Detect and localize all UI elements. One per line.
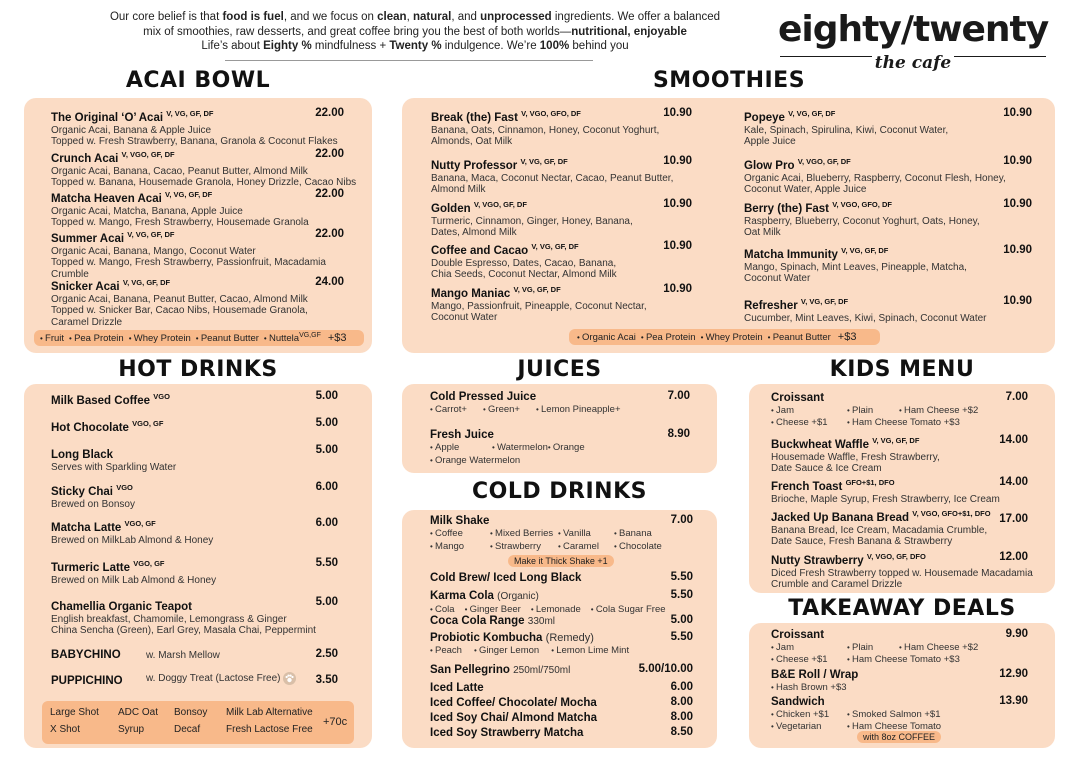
juice-price-fresh: 8.90 bbox=[667, 428, 690, 440]
smoothie-item: Glow Pro $^{V, VGO, GF, DF}$ Organic Acai, Blueberry, Raspberry, Coconut Flesh, Honey, Coconut Water, Apple Juice bbox=[744, 157, 1006, 196]
smoothie-addon-item: • Organic Acai bbox=[577, 332, 636, 343]
smoothie-price: 10.90 bbox=[663, 283, 692, 295]
kids-price-french-toast: 14.00 bbox=[999, 476, 1028, 488]
heading-juices: JUICES bbox=[517, 357, 602, 382]
smoothie-item: Matcha Immunity $^{V, VG, GF, DF}$ Mango, Spinach, Mint Leaves, Pineapple, Matcha, Coconut Water bbox=[744, 246, 967, 285]
acai-price: 24.00 bbox=[315, 276, 344, 288]
thick-shake-badge: Make it Thick Shake +1 bbox=[508, 555, 614, 567]
takeaway-item-sandwich: Sandwich • Chicken +$1 • Smoked Salmon +$1 • Vegetarian • Ham Cheese Tomato bbox=[771, 695, 991, 732]
cold-drink-item: Iced Coffee/ Chocolate/ Mocha bbox=[430, 697, 597, 709]
smoothie-item: Berry (the) Fast $^{V, VGO, GFO, DF}$ Raspberry, Blueberry, Coconut Yoghurt, Oats, Honey, Oat Milk bbox=[744, 200, 980, 239]
smoothie-addon-price: +$3 bbox=[837, 331, 857, 343]
acai-price: 22.00 bbox=[315, 148, 344, 160]
smoothie-price: 10.90 bbox=[663, 198, 692, 210]
heading-hot-drinks: HOT DRINKS bbox=[118, 357, 278, 382]
logo-rule-left bbox=[780, 56, 872, 57]
cold-item-kombucha: Probiotic Kombucha (Remedy) • Peach • Ginger Lemon • Lemon Lime Mint bbox=[430, 631, 629, 657]
hot-addons-strip bbox=[42, 701, 354, 744]
smoothie-addon-item: • Pea Protein bbox=[641, 332, 696, 343]
cold-drink-item: Iced Soy Chai/ Almond Matcha bbox=[430, 712, 597, 724]
hot-addon-item: X Shot bbox=[50, 724, 81, 735]
hot-drink-price: 6.00 bbox=[315, 517, 338, 529]
cold-price-milkshake: 7.00 bbox=[670, 514, 693, 526]
smoothie-item: Nutty Professor $^{V, VG, GF, DF}$ Banana, Maca, Coconut Nectar, Cacao, Peanut Butter, Almond Milk bbox=[431, 157, 674, 196]
cold-item-milkshake: Milk Shake • Coffee • Mixed Berries • Vanilla • Banana • Mango • Strawberry • Caramel • Chocolate bbox=[430, 514, 670, 552]
acai-addons-strip bbox=[34, 330, 364, 346]
cold-item-coldbrew: Cold Brew/ Iced Long Black bbox=[430, 572, 582, 584]
hot-drink-price: 5.00 bbox=[315, 417, 338, 429]
hot-drink-item: Turmeric Latte $^{VGO, GF}$ Brewed on Milk Lab Almond & Honey bbox=[51, 559, 217, 586]
hot-drink-price: 6.00 bbox=[315, 481, 338, 493]
hot-addon-item: Milk Lab Alternative bbox=[226, 707, 313, 718]
takeaway-price-croissant: 9.90 bbox=[1005, 628, 1028, 640]
hot-addon-item: Bonsoy bbox=[174, 707, 208, 718]
cold-item-coca-cola: Coca Cola Range 330ml bbox=[430, 615, 556, 627]
smoothie-item: Break (the) Fast $^{V, VGO, GFO, DF}$ Banana, Oats, Cinnamon, Honey, Coconut Yoghurt, Almonds, Oat Milk bbox=[431, 109, 660, 148]
hot-addon-item: Large Shot bbox=[50, 707, 99, 718]
smoothie-price: 10.90 bbox=[1003, 155, 1032, 167]
cold-price-coca-cola: 5.00 bbox=[670, 614, 693, 626]
cold-drink-item: Iced Soy Strawberry Matcha bbox=[430, 727, 584, 739]
kids-item-nutty-strawberry: Nutty Strawberry $^{V, VGO, GF, DFO}$ Diced Fresh Strawberry topped w. Housemade Macadamia Crumble and Caramel Drizzle bbox=[771, 552, 1033, 591]
heading-takeaway-deals: TAKEAWAY DEALS bbox=[788, 596, 1016, 621]
coffee-deal-badge: with 8oz COFFEE bbox=[857, 731, 941, 743]
heading-kids-menu: KIDS MENU bbox=[829, 357, 975, 382]
smoothie-addon-item: • Whey Protein bbox=[701, 332, 763, 343]
hot-addon-item: Syrup bbox=[118, 724, 145, 735]
kids-price-nutty-strawberry: 12.00 bbox=[999, 551, 1028, 563]
acai-item: The Original ‘O’ Acai $^{V, VG, GF, DF}$ Organic Acai, Banana & Apple Juice Topped w. Fresh Strawberry, Banana, Granola & Coconut Flakes bbox=[51, 109, 338, 148]
cold-drink-item: Iced Latte bbox=[430, 682, 484, 694]
hot-drink-item: Matcha Latte $^{VGO, GF}$ Brewed on MilkLab Almond & Honey bbox=[51, 519, 214, 546]
babychino-price: 2.50 bbox=[315, 648, 338, 660]
smoothie-price: 10.90 bbox=[663, 107, 692, 119]
logo-wordmark: eighty/twenty bbox=[778, 9, 1049, 50]
smoothie-price: 10.90 bbox=[1003, 198, 1032, 210]
hot-addon-item: Decaf bbox=[174, 724, 201, 735]
cold-drink-price: 6.00 bbox=[670, 681, 693, 693]
smoothie-item: Popeye $^{V, VG, GF, DF}$ Kale, Spinach, Spirulina, Kiwi, Coconut Water, Apple Juice bbox=[744, 109, 949, 148]
cold-drink-price: 8.00 bbox=[670, 711, 693, 723]
juice-item-fresh: Fresh Juice • Apple • Watermelon • Orange • Orange Watermelon bbox=[430, 428, 630, 466]
cold-price-karma-cola: 5.50 bbox=[670, 589, 693, 601]
juice-item-cold-pressed: Cold Pressed Juice • Carrot+ • Green+ • Lemon Pineapple+ bbox=[430, 390, 621, 416]
kids-price-banana-bread: 17.00 bbox=[999, 513, 1028, 525]
hot-drink-item: Milk Based Coffee $^{VGO}$ bbox=[51, 392, 170, 407]
smoothie-price: 10.90 bbox=[663, 240, 692, 252]
intro-divider bbox=[225, 60, 593, 61]
smoothie-item: Refresher $^{V, VG, GF, DF}$ Cucumber, Mint Leaves, Kiwi, Spinach, Coconut Water bbox=[744, 297, 987, 324]
kids-price-croissant: 7.00 bbox=[1005, 391, 1028, 403]
acai-addon-item: • Fruit bbox=[40, 333, 64, 344]
heading-acai-bowl: ACAI BOWL bbox=[125, 68, 271, 93]
hot-drink-price: 5.00 bbox=[315, 390, 338, 402]
kids-item-waffle: Buckwheat Waffle $^{V, VG, GF, DF}$ Housemade Waffle, Fresh Strawberry, Date Sauce & Ice Cream bbox=[771, 436, 940, 475]
hot-drink-item: Chamellia Organic Teapot English breakfast, Chamomile, Lemongrass & Ginger China Sencha (Green), Earl Grey, Masala Chai, Peppermint bbox=[51, 600, 316, 637]
smoothie-price: 10.90 bbox=[663, 155, 692, 167]
acai-item: Crunch Acai $^{V, VGO, GF, DF}$ Organic Acai, Banana, Cacao, Peanut Butter, Almond Milk Topped w. Banana, Housemade Granola, Honey Drizzle, Cacao Nibs bbox=[51, 150, 357, 189]
smoothie-item: Golden $^{V, VGO, GF, DF}$ Turmeric, Cinnamon, Ginger, Honey, Banana, Dates, Almond Milk bbox=[431, 200, 633, 239]
takeaway-item-bne-roll: B&E Roll / Wrap • Hash Brown +$3 bbox=[771, 668, 858, 694]
puppichino-item: PUPPICHINO bbox=[51, 675, 123, 687]
hot-addon-price: +70c bbox=[323, 716, 348, 728]
acai-addon-price: +$3 bbox=[327, 332, 347, 344]
kids-item-french-toast: French Toast $^{GFO+\$1, DFO}$ Brioche, Maple Syrup, Fresh Strawberry, Ice Cream bbox=[771, 478, 1000, 505]
acai-price: 22.00 bbox=[315, 228, 344, 240]
cold-price-coldbrew: 5.50 bbox=[670, 571, 693, 583]
hot-drink-item: Sticky Chai $^{VGO}$ Brewed on Bonsoy bbox=[51, 483, 135, 510]
smoothie-addons-strip bbox=[569, 329, 880, 345]
hot-drink-price: 5.00 bbox=[315, 444, 338, 456]
acai-item: Matcha Heaven Acai $^{V, VG, GF, DF}$ Organic Acai, Matcha, Banana, Apple Juice Topped w. Mango, Fresh Strawberry, Housemade Granola bbox=[51, 190, 309, 229]
kids-item-croissant: Croissant • Jam • Plain • Ham Cheese +$2 • Cheese +$1 • Ham Cheese Tomato +$3 bbox=[771, 391, 991, 428]
takeaway-price-sandwich: 13.90 bbox=[999, 695, 1028, 707]
acai-item: Snicker Acai $^{V, VG, GF, DF}$ Organic Acai, Banana, Peanut Butter, Cacao, Almond Milk Topped w. Snicker Bar, Cacao Nibs, Housemade Granola, Caramel Drizzle bbox=[51, 278, 308, 328]
acai-price: 22.00 bbox=[315, 107, 344, 119]
cold-drink-price: 8.00 bbox=[670, 696, 693, 708]
smoothie-addon-item: • Peanut Butter bbox=[768, 332, 831, 343]
puppichino-note: w. Doggy Treat (Lactose Free) bbox=[146, 672, 296, 685]
smoothie-item: Mango Maniac $^{V, VG, GF, DF}$ Mango, Passionfruit, Pineapple, Coconut Nectar, Coconut Water bbox=[431, 285, 647, 324]
acai-addon-item: • Nuttela$^{VG,GF}$ bbox=[264, 332, 321, 344]
hot-addon-item: Fresh Lactose Free bbox=[226, 724, 313, 735]
heading-cold-drinks: COLD DRINKS bbox=[472, 479, 647, 504]
hot-drink-price: 5.50 bbox=[315, 557, 338, 569]
intro-text: Our core belief is that food is fuel, and we focus on clean, natural, and unprocessed ingredients. We offer a balanced mix of smoothies, raw desserts, and great coffee bring you the best of both worlds—nutritional, enjoyable Life’s about Eighty % mindfulness + Twenty % indulgence. We’re 100% behind you bbox=[109, 11, 721, 52]
takeaway-item-croissant: Croissant • Jam • Plain • Ham Cheese +$2 • Cheese +$1 • Ham Cheese Tomato +$3 bbox=[771, 628, 991, 665]
logo-rule-right bbox=[954, 56, 1046, 57]
takeaway-price-bne-roll: 12.90 bbox=[999, 668, 1028, 680]
smoothie-item: Coffee and Cacao $^{V, VG, GF, DF}$ Double Espresso, Dates, Cacao, Banana, Chia Seeds, Coconut Nectar, Almond Milk bbox=[431, 242, 617, 281]
cold-item-karma-cola: Karma Cola (Organic) • Cola • Ginger Beer • Lemonade • Cola Sugar Free bbox=[430, 589, 666, 616]
smoothie-price: 10.90 bbox=[1003, 295, 1032, 307]
acai-addon-item: • Pea Protein bbox=[69, 333, 124, 344]
kids-price-waffle: 14.00 bbox=[999, 434, 1028, 446]
babychino-note: w. Marsh Mellow bbox=[146, 650, 220, 661]
cold-price-kombucha: 5.50 bbox=[670, 631, 693, 643]
smoothie-price: 10.90 bbox=[1003, 107, 1032, 119]
heading-smoothies: SMOOTHIES bbox=[652, 68, 806, 93]
babychino-item: BABYCHINO bbox=[51, 649, 121, 661]
acai-item: Summer Acai $^{V, VG, GF, DF}$ Organic Acai, Banana, Mango, Coconut Water Topped w. Mango, Fresh Strawberry, Passionfruit, Macadamia Crumble bbox=[51, 230, 326, 280]
smoothie-price: 10.90 bbox=[1003, 244, 1032, 256]
cold-price-san-pellegrino: 5.00/10.00 bbox=[638, 663, 693, 675]
hot-drink-price: 5.00 bbox=[315, 596, 338, 608]
acai-addon-item: • Peanut Butter bbox=[196, 333, 259, 344]
hot-drink-item: Long Black Serves with Sparkling Water bbox=[51, 448, 177, 473]
logo-subtitle: the cafe bbox=[874, 53, 952, 73]
acai-addon-item: • Whey Protein bbox=[129, 333, 191, 344]
hot-drink-item: Hot Chocolate $^{VGO, GF}$ bbox=[51, 419, 164, 434]
hot-addon-item: ADC Oat bbox=[118, 707, 159, 718]
acai-price: 22.00 bbox=[315, 188, 344, 200]
cold-drink-price: 8.50 bbox=[670, 726, 693, 738]
cold-item-san-pellegrino: San Pellegrino 250ml/750ml bbox=[430, 664, 571, 676]
puppichino-price: 3.50 bbox=[315, 674, 338, 686]
kids-item-banana-bread: Jacked Up Banana Bread $^{V, VGO, GFO+\$1, DFO}$ Banana Bread, Ice Cream, Macadamia Crumble, Date Sauce, Fresh Banana & Strawberry bbox=[771, 509, 991, 548]
juice-price-cold-pressed: 7.00 bbox=[667, 390, 690, 402]
